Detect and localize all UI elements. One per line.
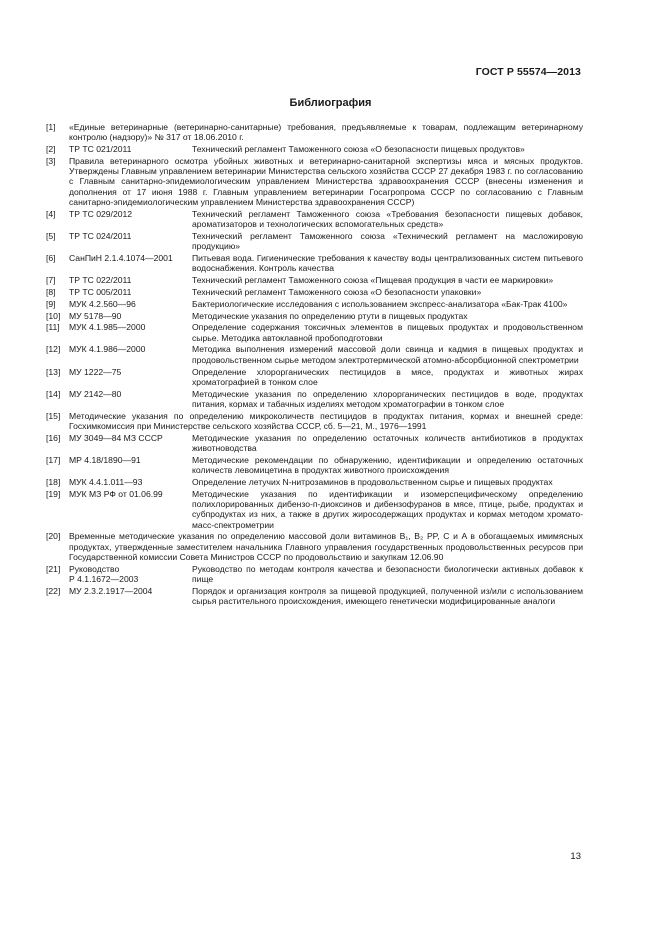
bibliography-entry — [46, 322, 583, 343]
entry-code: МУ 5178—90 — [69, 310, 122, 321]
entry-number: [16] — [46, 432, 61, 443]
bibliography-entry — [46, 231, 583, 252]
entry-code: МР 4.18/1890—91 — [69, 454, 141, 465]
entry-number: [6] — [46, 253, 56, 264]
entry-text: Временные методические указания по определению массовой доли витаминов B₁, B₂ PP, C и A в обогащаемых имимясных продуктах, утвержденные заместителем начальника Главного управления государственных продовольственных ресурсов при Государственной комиссии Совета Министров СССР по продовольствию и закупкам 12.06.90 — [69, 531, 583, 563]
entry-text: Технический регламент Таможенного союза «Требования безопасности пищевых добавок, ароматизаторов и технологических вспомогательных средств» — [192, 208, 583, 230]
bibliography-entry — [46, 287, 583, 297]
bibliography-entry — [46, 299, 583, 309]
bibliography-entry — [46, 344, 583, 365]
entry-number: [5] — [46, 230, 56, 241]
bibliography-entry — [46, 253, 583, 274]
section-title: Библиография — [289, 97, 372, 109]
entry-text: Определение содержания токсичных элементов в пищевых продуктах и продовольственном сырье. Методика автоклавной пробоподготовки — [192, 322, 583, 343]
entry-text: Питьевая вода. Гигиенические требования к качеству воды централизованных систем питьевого водоснабжения. Контроль качества — [192, 253, 583, 274]
bibliography-entry — [46, 433, 583, 454]
bibliography-entry — [46, 209, 583, 230]
entry-number: [8] — [46, 286, 56, 297]
entry-number: [11] — [46, 322, 60, 333]
entry-text: Правила ветеринарного осмотра убойных животных и ветеринарно-санитарной экспертизы мяса и мясных продуктов. Утверждены Главным управлением ветеринарии Министерства сельского хозяйства СССР 27 декабря 1983 г. по согласованию с Главным санитарно-эпидемиологическим управлением Министерства здравоохранения СССР (внесены изменения и дополнения от 17 июня 1988 г. Главным управлением ветеринарии Госагропрома СССР по согласованию с Главным санитарно-эпидемиологическим управлением Министерства здравоохранения СССР) — [69, 155, 583, 208]
entry-code: Руководство Р 4.1.1672—2003 — [69, 563, 139, 585]
entry-text: Технический регламент Таможенного союза «Технический регламент на масложировую продукцию» — [192, 230, 583, 252]
entry-code: МУК МЗ РФ от 01.06.99 — [69, 488, 163, 499]
entry-code: МУК 4.2.560—96 — [69, 298, 136, 309]
bibliography-entry — [46, 122, 583, 143]
entry-number: [17] — [46, 454, 61, 465]
entry-text: Технический регламент Таможенного союза «Пищевая продукция в части ее маркировки» — [192, 275, 554, 286]
entry-number: [9] — [46, 298, 56, 309]
entry-number: [4] — [46, 208, 56, 219]
entry-number: [10] — [46, 310, 61, 321]
entry-number: [3] — [46, 155, 56, 166]
entry-number: [20] — [46, 531, 61, 542]
entry-code: МУК 4.1.986—2000 — [69, 344, 146, 355]
bibliography-entry — [46, 411, 583, 432]
entry-text: Методические указания по определению остаточных количеств антибиотиков в продуктах животноводства — [192, 432, 583, 454]
entry-text: Технический регламент Таможенного союза «О безопасности пищевых продуктов» — [192, 144, 525, 155]
entry-text: Порядок и организация контроля за пищевой продукцией, полученной из/или с использованием сырья растительного происхождения, имеющего генетически модифицированные аналоги — [192, 585, 583, 607]
entry-number: [14] — [46, 388, 61, 399]
entry-code: МУ 2.3.2.1917—2004 — [69, 585, 153, 596]
entry-number: [12] — [46, 344, 61, 355]
entry-code: ТР ТС 029/2012 — [69, 208, 133, 219]
entry-text: Определение летучих N-нитрозаминов в продовольственном сырье и пищевых продуктах — [192, 477, 553, 487]
entry-code: ТР ТС 024/2011 — [69, 230, 132, 241]
entry-number: [13] — [46, 366, 61, 377]
entry-text: Методика выполнения измерений массовой доли свинца и кадмия в пищевых продуктах и продовольственном сырье методом электротермической атомно-абсорбционной спектрометрии — [192, 344, 583, 365]
entry-number: [1] — [46, 122, 56, 132]
entry-text: Методические указания по определению ртути в пищевых продуктах — [192, 310, 468, 321]
entry-text: Методические указания по определению хлорорганических пестицидов в воде, продуктах питания, кормах и табачных изделиях методом хроматографии в тонком слое — [192, 388, 583, 409]
bibliography-entry — [46, 311, 583, 321]
entry-code: ТР ТС 022/2011 — [69, 275, 132, 286]
bibliography-entry — [46, 389, 583, 410]
entry-code: МУ 2142—80 — [69, 388, 122, 399]
entry-number: [15] — [46, 410, 61, 421]
entry-code: ТР ТС 005/2011 — [69, 286, 132, 297]
entry-number: [2] — [46, 144, 56, 155]
entry-code: СанПиН 2.1.4.1074—2001 — [69, 253, 173, 264]
bibliography-entry — [46, 144, 583, 154]
standard-code: ГОСТ Р 55574—2013 — [475, 66, 581, 78]
entry-text: Руководство по методам контроля качества и безопасности биологически активных добавок к пище — [192, 563, 583, 585]
bibliography-list — [46, 122, 583, 608]
entry-code: МУ 1222—75 — [69, 366, 122, 377]
entry-number: [22] — [46, 585, 61, 596]
entry-number: [7] — [46, 275, 56, 286]
bibliography-entry — [46, 586, 583, 607]
bibliography-entry — [46, 564, 583, 585]
bibliography-entry — [46, 531, 583, 562]
bibliography-entry — [46, 156, 583, 207]
page-number: 13 — [570, 851, 581, 862]
bibliography-entry — [46, 455, 583, 476]
bibliography-entry — [46, 489, 583, 530]
entry-number: [21] — [46, 563, 61, 574]
entry-number: [18] — [46, 477, 61, 487]
entry-code: МУК 4.4.1.011—93 — [69, 477, 143, 487]
entry-code: МУК 4.1.985—2000 — [69, 322, 146, 333]
entry-text: Методические указания по идентификации и изомерспецифическому определению полихлорированных дибензо-п-диоксинов и дибензофуранов в мясе, птице, рыбе, продуктах и субпродуктах из них, а также в других жиросодержащих продуктах и кормах методом хромато-масс-спектрометрии — [192, 488, 583, 530]
entry-code: ТР ТС 021/2011 — [69, 144, 132, 155]
entry-text: Методические указания по определению микроколичеств пестицидов в продуктах питания, кормах и внешней среде: Госхимкомиссия при Министерстве сельского хозяйства СССР, сб. 5—21, М., 1976—1991 — [69, 410, 583, 432]
entry-number: [19] — [46, 488, 61, 499]
bibliography-entry — [46, 275, 583, 285]
bibliography-entry — [46, 477, 583, 487]
entry-text: Методические рекомендации по обнаружению, идентификации и определению остаточных количеств левомицетина в продуктах животного происхождения — [192, 454, 583, 476]
entry-code: МУ 3049—84 МЗ СССР — [69, 432, 163, 443]
entry-text: Бактериологические исследования с использованием экспресс-анализатора «Бак-Трак 4100» — [192, 298, 568, 309]
bibliography-entry — [46, 367, 583, 388]
entry-text: Определение хлорорганических пестицидов в мясе, продуктах и животных жирах хроматографией в тонком слое — [192, 366, 583, 387]
entry-text: «Единые ветеринарные (ветеринарно-санитарные) требования, предъявляемые к товарам, подлежащим ветеринарному контролю (надзору)» № 317 от 18.06.2010 г. — [69, 122, 583, 143]
entry-text: Технический регламент Таможенного союза «О безопасности упаковки» — [192, 286, 482, 297]
